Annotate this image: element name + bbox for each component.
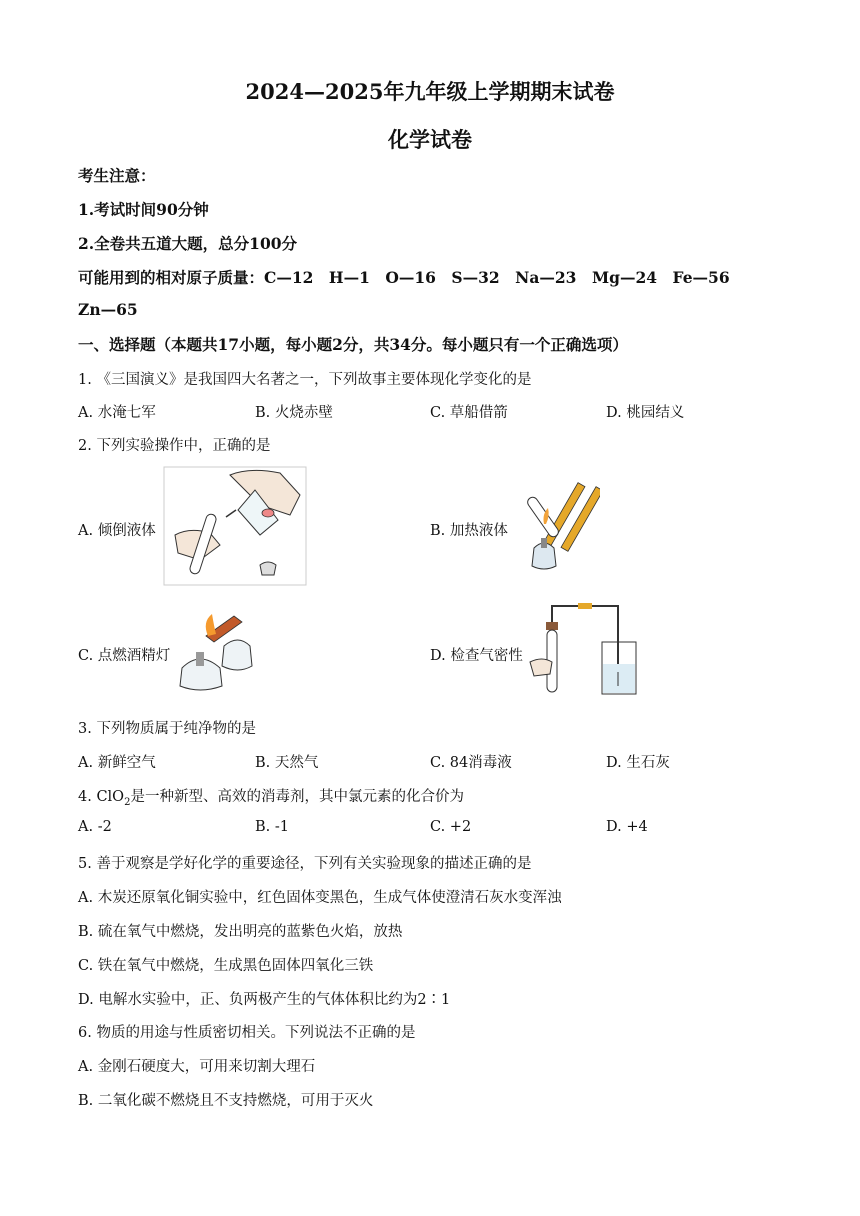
question-4-option-b: B. -1 [255,819,289,835]
notice-heading: 考生注意： [78,166,156,185]
lighting-alcohol-lamp-figure [172,606,258,694]
heating-liquid-figure [508,478,600,576]
question-4-stem-subscript: 2 [124,796,131,808]
atomic-mass-values: C—12 H—1 O—16 S—32 Na—23 Mg—24 Fe—56 [264,268,730,287]
question-2-stem: 2. 下列实验操作中，正确的是 [78,438,271,454]
question-3-stem: 3. 下列物质属于纯净物的是 [78,721,256,737]
question-3-option-c: C. 84消毒液 [430,755,512,771]
question-2-option-c: C. 点燃酒精灯 [78,648,171,664]
question-4-stem-rest: 是一种新型、高效的消毒剂，其中氯元素的化合价为 [130,789,464,805]
question-5-option-a: A. 木炭还原氧化铜实验中，红色固体变黑色，生成气体使澄清石灰水变浑浊 [78,890,562,906]
question-4-stem [78,785,464,808]
question-3-option-b: B. 天然气 [255,755,319,771]
airtightness-check-figure [528,602,648,702]
atomic-mass-line [78,266,730,288]
atomic-mass-line-2: Zn—65 [78,300,138,319]
question-1-option-a: A. 水淹七军 [78,405,156,421]
question-2-option-a: A. 倾倒液体 [78,523,156,539]
question-2-option-b: B. 加热液体 [430,523,508,539]
question-5-stem: 5. 善于观察是学好化学的重要途径，下列有关实验现象的描述正确的是 [78,856,532,872]
pouring-liquid-figure [160,465,310,589]
question-6-option-b: B. 二氧化碳不燃烧且不支持燃烧，可用于灭火 [78,1093,374,1109]
question-5-option-b: B. 硫在氧气中燃烧，发出明亮的蓝紫色火焰，放热 [78,924,403,940]
exam-title: 2024—2025年九年级上学期期末试卷 [245,79,615,104]
question-4-stem-prefix: 4. ClO [78,789,125,805]
question-6-stem: 6. 物质的用途与性质密切相关。下列说法不正确的是 [78,1025,416,1041]
question-3-option-d: D. 生石灰 [606,755,670,771]
question-1-option-c: C. 草船借箭 [430,405,508,421]
exam-subtitle: 化学试卷 [388,127,472,152]
notice-item-1: 1.考试时间90分钟 [78,200,209,219]
question-2-option-d: D. 检查气密性 [430,648,523,664]
question-5-option-d: D. 电解水实验中，正、负两极产生的气体体积比约为2∶1 [78,992,451,1008]
atomic-mass-label: 可能用到的相对原子质量： [78,268,265,287]
question-3-option-a: A. 新鲜空气 [78,755,156,771]
notice-item-2: 2.全卷共五道大题，总分100分 [78,234,298,253]
question-5-option-c: C. 铁在氧气中燃烧，生成黑色固体四氧化三铁 [78,958,374,974]
question-6-option-a: A. 金刚石硬度大，可用来切割大理石 [78,1059,316,1075]
question-1-option-d: D. 桃园结义 [606,405,685,421]
section-heading: 一、选择题（本题共17小题，每小题2分，共34分。每小题只有一个正确选项） [78,335,628,354]
question-4-option-d: D. +4 [606,819,648,835]
question-1-stem: 1. 《三国演义》是我国四大名著之一，下列故事主要体现化学变化的是 [78,372,532,388]
question-4-option-c: C. +2 [430,819,472,835]
question-1-option-b: B. 火烧赤壁 [255,405,333,421]
question-4-option-a: A. -2 [78,819,112,835]
